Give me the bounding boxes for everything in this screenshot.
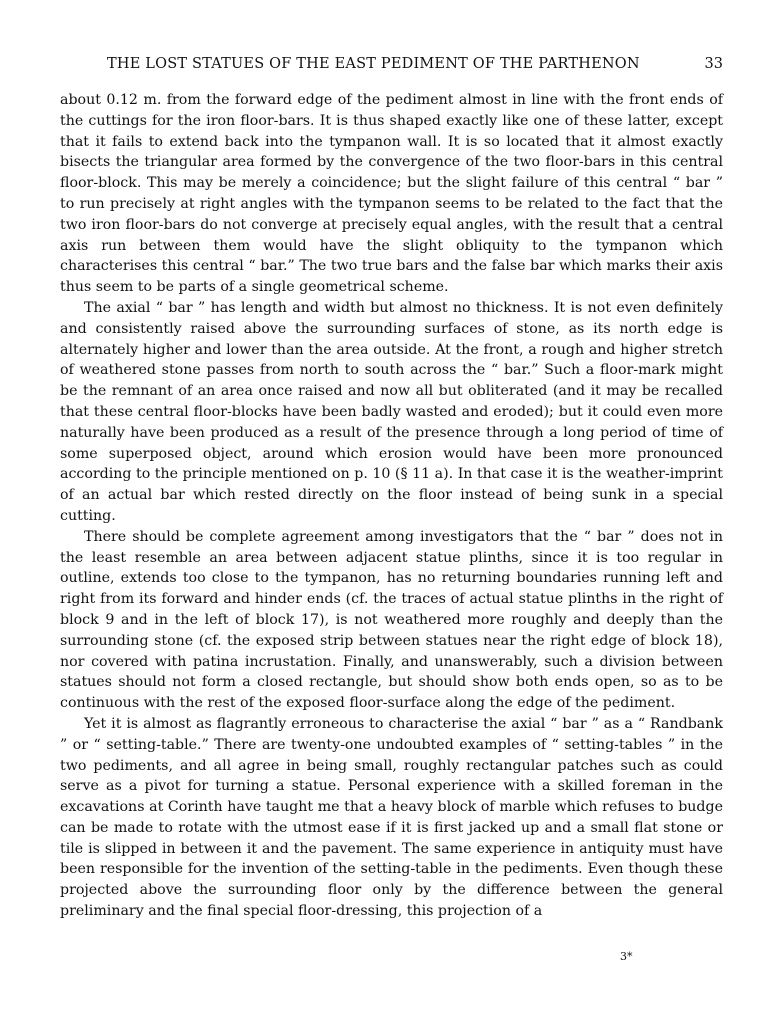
page-header [60, 56, 723, 76]
paragraph-continued: about 0.12 m. from the forward edge of the pediment almost in line with the front ends of the cuttings for the iron floor-bars. It is thus shaped exactly like one of these latter, except that it fails to extend back into the tympanon wall. It is so located that it almost exactly bisects the triangular area formed by the convergence of the two floor-bars in this central floor-block. This may be merely a coincidence; but the slight failure of this central “ bar ” to run precisely at right angles with the tympanon seems to be related to the fact that the two iron floor-bars do not converge at precisely equal angles, with the result that a central axis run between them would have the slight obliquity to the tympanon which characterises this central “ bar.” The two true bars and the false bar which marks their axis thus seem to be parts of a single geometrical scheme. [60, 92, 723, 296]
signature-mark: 3* [620, 950, 633, 963]
paragraph-axial-bar: The axial “ bar ” has length and width but almost no thickness. It is not even definitely and consistently raised above the surrounding surfaces of stone, as its north edge is alternately higher and lower than the area outside. At the front, a rough and higher stretch of weathered stone passes from north to south across the “ bar.” Such a floor-mark might be the remnant of an area once raised and now all but obliterated (and it may be recalled that these central floor-blocks have been badly wasted and eroded); but it could even more naturally have been produced as a result of the presence through a long period of time of some superposed object, around which erosion would have been more pronounced according to the principle mentioned on p. 10 (§ 11 a). In that case it is the weather-imprint of an actual bar which rested directly on the floor instead of being sunk in a special cutting. [60, 299, 723, 524]
paragraph-agreement: There should be complete agreement among investigators that the “ bar ” does not in the least resemble an area between adjacent statue plinths, since it is too regular in outline, extends too close to the tympanon, has no returning boundaries running left and right from its forward and hinder ends (cf. the traces of actual statue plinths in the right of block 9 and in the left of block 17), is not weathered more roughly and deeply than the surrounding stone (cf. the exposed strip between statues near the right edge of block 18), nor covered with patina incrustation. Finally, and unanswerably, such a division between statues should not form a closed rectangle, but should show both ends open, so as to be continuous with the rest of the exposed floor-surface along the edge of the pediment. [60, 528, 723, 712]
body-text [60, 90, 723, 922]
paragraph-setting-table: Yet it is almost as flagrantly erroneous to characterise the axial “ bar ” as a “ Randbank ” or “ setting-table.” There are twenty-one undoubted examples of “ setting-tables ” in the two pediments, and all agree in being small, roughly rectangular patches such as could serve as a pivot for turning a statue. Personal experience with a skilled foreman in the excavations at Corinth have taught me that a heavy block of marble which refuses to budge can be made to rotate with the utmost ease if it is first jacked up and a small flat stone or tile is slipped in between it and the pavement. The same experience in antiquity must have been responsible for the invention of the setting-table in the pediments. Even though these projected above the surrounding floor only by the difference between the general preliminary and the final special floor-dressing, this projection of a [60, 715, 723, 920]
page-number: 33 [704, 56, 723, 72]
running-title: THE LOST STATUES OF THE EAST PEDIMENT OF THE PARTHENON [107, 56, 640, 72]
